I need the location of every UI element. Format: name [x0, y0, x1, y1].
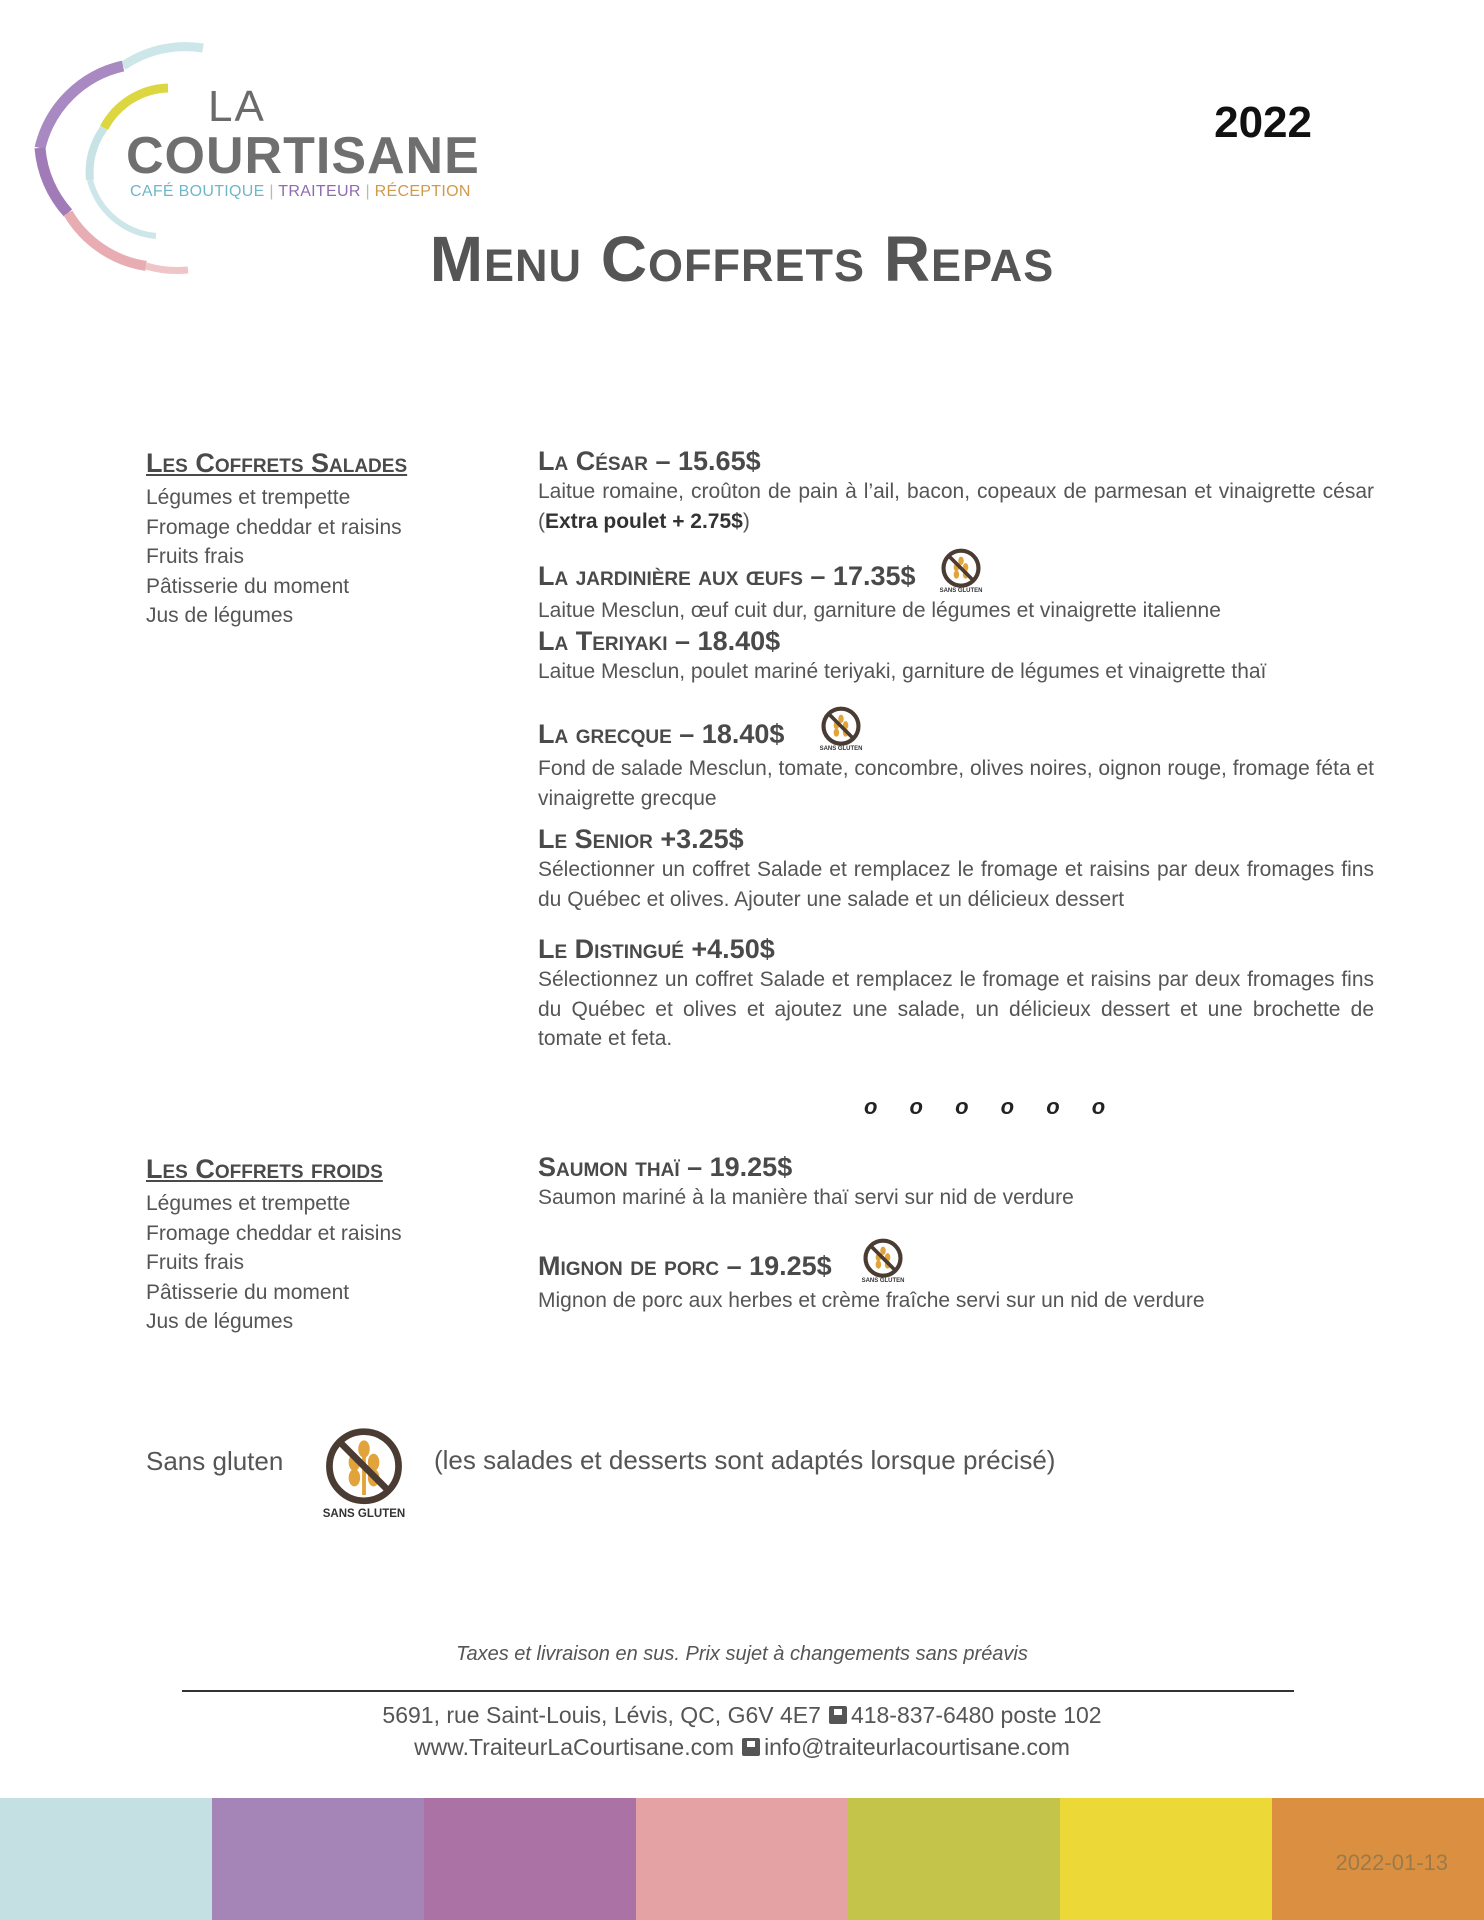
logo-tagline	[130, 183, 471, 201]
menu-item-title: La jardinière aux œufs – 17.35$	[538, 560, 916, 591]
color-block	[424, 1798, 636, 1920]
menu-item-desc: Mignon de porc aux herbes et crème fraîche servi sur un nid de verdure	[538, 1289, 1205, 1312]
menu-item-distingue	[538, 934, 1374, 1054]
menu-item-grecque	[538, 714, 1374, 813]
color-block	[1060, 1798, 1272, 1920]
footer-address-line	[0, 1702, 1484, 1729]
color-block	[0, 1798, 212, 1920]
taxes-note: Taxes et livraison en sus. Prix sujet à changements sans préavis	[456, 1643, 1028, 1665]
froids-section-title: Les Coffrets froids	[146, 1154, 383, 1184]
sans-gluten-icon	[818, 702, 864, 754]
sans-gluten-icon	[316, 1424, 412, 1520]
menu-item-senior	[538, 824, 1374, 914]
menu-item-title: La César – 15.65$	[538, 446, 761, 476]
froids-list	[146, 1189, 402, 1337]
menu-item-desc: Laitue romaine, croûton de pain à l’ail, bacon, copeaux de parmesan et vinaigrette césar (Extra poulet + 2.75$)	[538, 480, 1374, 533]
document-date: 2022-01-13	[1335, 1850, 1448, 1875]
legend-label: Sans gluten	[146, 1446, 284, 1476]
svg-text:SANS GLUTEN: SANS GLUTEN	[861, 1278, 905, 1285]
menu-item-teriyaki	[538, 626, 1374, 687]
menu-item-title: Le Senior +3.25$	[538, 824, 744, 854]
menu-item-cesar	[538, 446, 1374, 536]
menu-item-desc: Laitue Mesclun, œuf cuit dur, garniture de légumes et vinaigrette italienne	[538, 599, 1221, 622]
list-item: Fromage cheddar et raisins	[146, 515, 402, 539]
color-block	[848, 1798, 1060, 1920]
tagline-separator: |	[269, 183, 274, 200]
list-item: Jus de légumes	[146, 604, 294, 627]
email-link[interactable]: info@traiteurlacourtisane.com	[764, 1734, 1070, 1760]
phone[interactable]: 418-837-6480 poste 102	[850, 1702, 1102, 1728]
menu-item-title: Mignon de porc – 19.25$	[538, 1250, 832, 1281]
salades-section-title: Les Coffrets Salades	[146, 448, 408, 478]
menu-item-desc: Fond de salade Mesclun, tomate, concombre, olives noires, oignon rouge, fromage féta et vinaigrette grecque	[538, 757, 1374, 810]
section-separator: o o o o o o	[864, 1094, 1119, 1119]
color-block	[212, 1798, 424, 1920]
menu-item-desc: Saumon mariné à la manière thaï servi sur nid de verdure	[538, 1186, 1074, 1209]
email-icon	[742, 1738, 760, 1756]
list-item: Pâtisserie du moment	[146, 1280, 350, 1304]
list-item: Fromage cheddar et raisins	[146, 1221, 402, 1245]
address: 5691, rue Saint-Louis, Lévis, QC, G6V 4E7	[382, 1702, 821, 1728]
list-item: Pâtisserie du moment	[146, 574, 350, 598]
list-item: Jus de légumes	[146, 1310, 294, 1333]
salades-column	[146, 448, 407, 631]
salades-list	[146, 483, 407, 631]
footer-web-line	[0, 1734, 1484, 1761]
sans-gluten-icon	[860, 1234, 906, 1286]
menu-item-saumon	[538, 1152, 1374, 1213]
svg-text:SANS GLUTEN: SANS GLUTEN	[939, 588, 982, 595]
menu-item-title: La Teriyaki – 18.40$	[538, 626, 781, 656]
tagline-traiteur: TRAITEUR	[278, 183, 361, 200]
logo-la: LA	[208, 82, 266, 131]
website-link[interactable]: www.TraiteurLaCourtisane.com	[414, 1734, 735, 1760]
menu-item-title: La grecque – 18.40$	[538, 718, 785, 749]
list-item: Fruits frais	[146, 545, 245, 568]
menu-item-title: Le Distingué +4.50$	[538, 934, 775, 964]
svg-text:SANS GLUTEN: SANS GLUTEN	[820, 746, 863, 753]
list-item: Fruits frais	[146, 1251, 245, 1274]
extra-chicken-note: Extra poulet + 2.75$	[545, 509, 743, 533]
menu-item-desc: Laitue Mesclun, poulet mariné teriyaki, garniture de légumes et vinaigrette thaï	[538, 660, 1267, 683]
tagline-cafe: CAFÉ BOUTIQUE	[130, 183, 265, 200]
menu-item-desc: Sélectionnez un coffret Salade et remplacez le fromage et raisins par deux fromages fins du Québec et olives et ajoutez une salade, un délicieux dessert et une brochette de tomate et feta.	[538, 968, 1374, 1050]
tagline-reception: RÉCEPTION	[374, 183, 471, 200]
tagline-separator: |	[365, 183, 370, 200]
menu-item-desc: Sélectionner un coffret Salade et remplacez le fromage et raisins par deux fromages fins du Québec et olives. Ajouter une salade et un délicieux dessert	[538, 858, 1374, 911]
year: 2022	[1214, 98, 1312, 147]
footer-divider	[182, 1690, 1294, 1692]
list-item: Légumes et trempette	[146, 1192, 351, 1215]
svg-text:SANS GLUTEN: SANS GLUTEN	[322, 1508, 406, 1520]
color-band	[0, 1798, 1484, 1920]
list-item: Légumes et trempette	[146, 486, 351, 509]
legend-note: (les salades et desserts sont adaptés lorsque précisé)	[434, 1445, 1056, 1475]
logo-courtisane: COURTISANE	[126, 127, 480, 185]
page-title: Menu Coffrets Repas	[429, 223, 1055, 295]
phone-icon	[829, 1706, 847, 1724]
sans-gluten-icon	[938, 544, 984, 596]
color-block	[636, 1798, 848, 1920]
menu-item-title: Saumon thaï – 19.25$	[538, 1152, 793, 1182]
menu-item-porc	[538, 1246, 1374, 1316]
froids-column	[146, 1154, 402, 1337]
menu-item-jardiniere	[538, 556, 1374, 626]
